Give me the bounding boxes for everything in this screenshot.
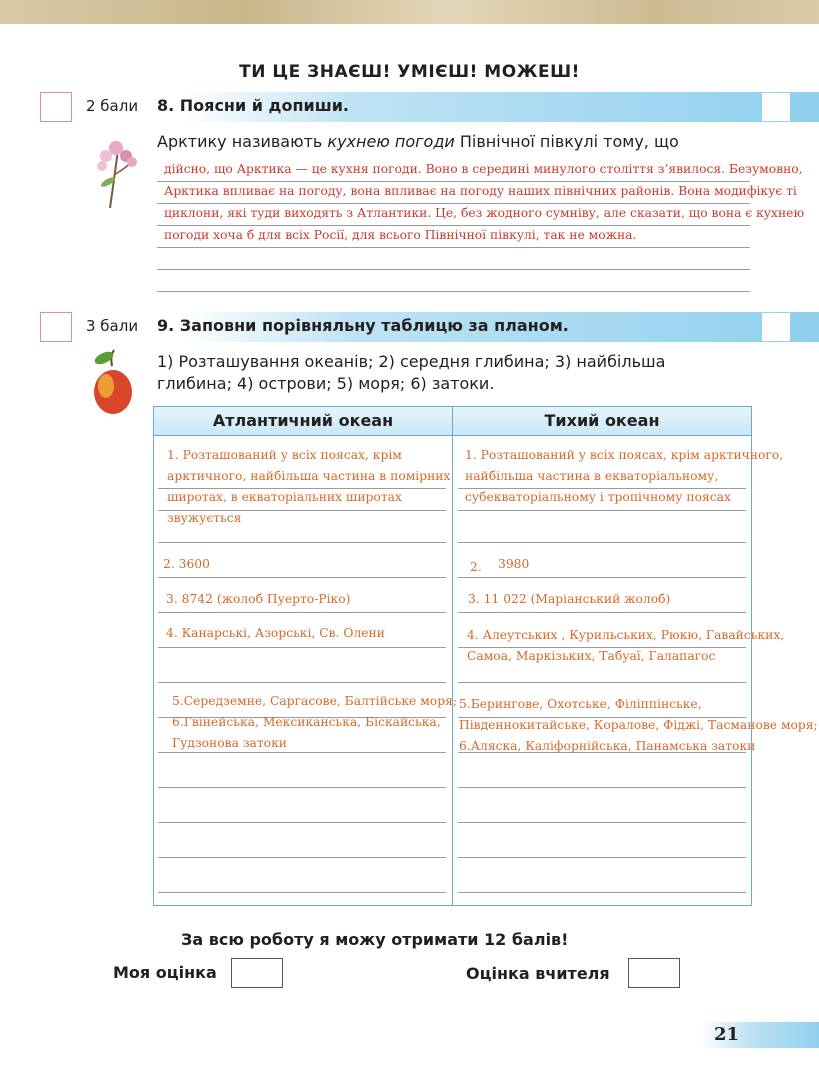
task8-points: 2 бали [86,97,139,115]
task8-prompt [157,131,679,153]
answer-line [157,269,750,270]
page-number: 21 [714,1024,740,1045]
table-line [158,647,446,648]
task9-plan-line: 1) Розташування океанів; 2) середня глибина; 3) найбільша [157,352,666,371]
task8-score-box[interactable] [40,92,72,122]
atlantic-avg-depth: 2. 3600 [163,557,210,571]
cell-line: субекваторіальному і тропічному поясах [465,490,731,504]
pacific-islands [467,625,784,667]
task8-answer-line: погоди хоча б для всіх Росії, для всього Північної півкулі, так не можна. [164,228,637,242]
task9-title: 9. Заповни порівняльну таблицю за планом. [157,316,569,335]
table-line [158,682,446,683]
atlantic-seas-bays [172,691,457,754]
cell-line: арктичного, найбільша частина в помірних [167,469,451,483]
cell-line: 1. Розташований у всіх поясах, крім [167,448,402,462]
comparison-table [153,406,818,906]
total-points-note: За всю роботу я можу отримати 12 балів! [181,930,569,949]
pacific-avg-depth: 3980 [498,557,530,571]
my-grade-label: Моя оцінка [113,963,217,982]
cell-line: 5.Берингове, Охотське, Філіппінське, [459,697,702,711]
table-line [158,577,446,578]
pacific-max-depth: 3. 11 022 (Маріанський жолоб) [468,592,671,606]
table-line [158,542,446,543]
task8-title: 8. Поясни й допиши. [157,96,349,115]
task9-plan-line: глибина; 4) острови; 5) моря; 6) затоки. [157,374,495,393]
task8-prompt-c: Північної півкулі тому, що [454,132,679,151]
cell-line: 6.Аляска, Каліфорнійська, Панамська затоки [459,739,756,753]
task8-result-box[interactable] [762,93,790,121]
map-illustration-strip [0,0,819,24]
cell-line: 5.Середземне, Саргасове, Балтійське моря; [172,694,457,708]
flower-illustration [88,130,144,210]
cell-line: звужується [167,511,242,525]
table-line [458,857,746,858]
task8-answer [164,158,804,246]
table-line [158,857,446,858]
cell-line: найбільша частина в екваторіальному, [465,469,719,483]
cell-line: 6.Гвінейська, Мексиканська, Біскайська, [172,715,441,729]
answer-line [157,247,750,248]
table-line [458,612,746,613]
atlantic-location [167,445,450,529]
atlantic-islands: 4. Канарські, Азорські, Св. Олени [166,626,385,640]
column-divider [452,407,453,905]
cell-line: 4. Алеутських , Курильських, Рюкю, Гавайських, [467,628,785,642]
task8-prompt-italic: кухнею погоди [327,132,455,151]
teacher-grade-label: Оцінка вчителя [466,964,610,983]
table-line [158,892,446,893]
cell-line: 1. Розташований у всіх поясах, крім арктичного, [465,448,784,462]
task9-score-box[interactable] [40,312,72,342]
task8-answer-line: дійсно, що Арктика — це кухня погоди. Воно в середині минулого століття з’явилося. Безумовно, [164,162,803,176]
cell-line: Самоа, Маркізьких, Табуаї, Галапагос [467,649,716,663]
table-line [158,822,446,823]
table-line [458,787,746,788]
table-line [458,542,746,543]
cell-line: Гудзонова затоки [172,736,287,750]
column-header-pacific: Тихий океан [544,411,660,430]
pacific-avg-depth-number: 2. [470,560,482,574]
table-line [158,787,446,788]
section-heading: ТИ ЦЕ ЗНАЄШ! УМІЄШ! МОЖЕШ! [239,62,580,82]
column-header-atlantic: Атлантичний океан [212,411,394,430]
table-line [458,822,746,823]
task9-points: 3 бали [86,317,139,335]
atlantic-max-depth: 3. 8742 (жолоб Пуерто-Ріко) [166,592,351,606]
cell-line: широтах, в екваторіальних широтах [167,490,402,504]
my-grade-box[interactable] [231,958,283,988]
cell-line: Південнокитайське, Коралове, Фіджі, Тасманове моря; [459,718,818,732]
pacific-seas-bays [459,694,818,757]
task8-answer-line: Арктика впливає на погоду, вона впливає на погоду наших північних районів. Вона модифікує ті [164,184,797,198]
table-line [458,577,746,578]
task8-answer-line: циклони, які туди виходять з Атлантики. Це, без жодного сумніву, але сказати, що вона є кухнею [164,206,805,220]
task8-prompt-a: Арктику називають [157,132,328,151]
table-line [458,892,746,893]
apple-illustration [90,348,136,420]
table-line [458,682,746,683]
task9-result-box[interactable] [762,313,790,341]
table-line [458,510,746,511]
answer-line [157,291,750,292]
table-line [158,612,446,613]
pacific-location [465,445,783,508]
teacher-grade-box[interactable] [628,958,680,988]
